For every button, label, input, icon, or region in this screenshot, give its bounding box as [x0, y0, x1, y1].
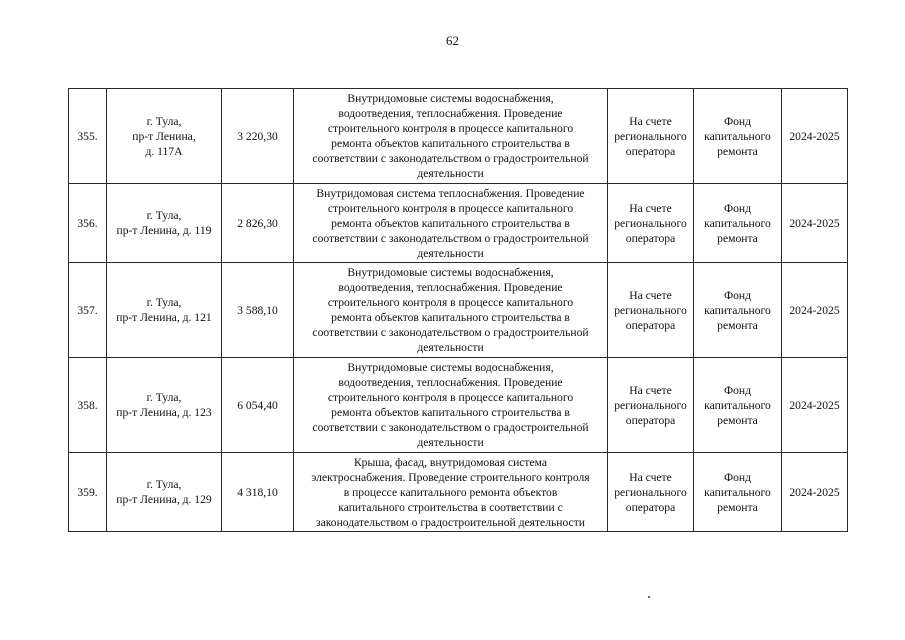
page-number: 62	[446, 33, 459, 48]
work-line: водоотведения, теплоснабжения. Проведение	[338, 376, 563, 389]
account-line: оператора	[625, 318, 676, 332]
address-line: пр-т Ленина, д. 121	[116, 311, 212, 324]
work-line: строительного контроля в процессе капитального	[327, 391, 574, 404]
address-cell	[107, 184, 222, 263]
period-cell: 2024-2025	[782, 263, 848, 358]
fund-line: ремонта	[717, 413, 758, 427]
fund-line: капитального	[704, 398, 771, 412]
cost-cell: 6 054,40	[222, 358, 294, 453]
work-line: водоотведения, теплоснабжения. Проведение	[338, 107, 563, 120]
table-row	[69, 453, 848, 532]
work-description-cell	[294, 453, 608, 532]
work-line: соответствии с законодательством о градостроительной	[312, 326, 589, 339]
cost-cell: 3 220,30	[222, 89, 294, 184]
table-row	[69, 263, 848, 358]
account-line: регионального	[614, 398, 687, 412]
funding-source-cell	[694, 184, 782, 263]
address-line: г. Тула,	[146, 114, 182, 128]
fund-line: Фонд	[723, 383, 752, 397]
account-line: На счете	[629, 114, 672, 128]
work-line: капитального строительства в соответствии с	[338, 500, 563, 514]
work-line: законодательством о градостроительной деятельности	[316, 515, 585, 529]
work-line: Внутридомовые системы водоснабжения,	[347, 361, 554, 374]
table-body	[69, 89, 848, 532]
period-cell: 2024-2025	[782, 453, 848, 532]
address-cell	[107, 89, 222, 184]
account-line: На счете	[629, 288, 672, 302]
period-cell: 2024-2025	[782, 89, 848, 184]
work-line: Внутридомовые системы водоснабжения,	[347, 266, 554, 279]
account-line: регионального	[614, 485, 687, 499]
account-cell	[608, 184, 694, 263]
fund-line: ремонта	[717, 144, 758, 158]
row-number: 359.	[69, 453, 107, 532]
work-line: соответствии с законодательством о градостроительной	[312, 231, 589, 245]
table-row	[69, 89, 848, 184]
address-line: д. 117А	[145, 144, 183, 158]
address-cell	[107, 263, 222, 358]
row-number: 357.	[69, 263, 107, 358]
account-line: оператора	[625, 500, 676, 514]
account-line: регионального	[614, 216, 687, 230]
address-cell	[107, 358, 222, 453]
work-line: электроснабжения. Проведение строительного контроля	[311, 470, 590, 484]
repair-program-table	[68, 88, 848, 532]
account-cell	[608, 453, 694, 532]
work-line: соответствии с законодательством о градостроительной	[312, 152, 589, 165]
account-cell	[608, 263, 694, 358]
work-line: ремонта объектов капитального строительства в	[331, 216, 570, 230]
work-line: водоотведения, теплоснабжения. Проведение	[338, 281, 563, 294]
work-line: строительного контроля в процессе капитального	[327, 201, 574, 215]
work-description-cell	[294, 89, 608, 184]
row-number: 355.	[69, 89, 107, 184]
work-line: Крыша, фасад, внутридомовая система	[353, 455, 548, 469]
account-line: оператора	[625, 144, 676, 158]
account-line: регионального	[614, 303, 687, 317]
account-line: На счете	[629, 201, 672, 215]
table-row	[69, 358, 848, 453]
work-line: соответствии с законодательством о градостроительной	[312, 421, 589, 434]
work-line: деятельности	[417, 341, 484, 354]
fund-line: ремонта	[717, 231, 758, 245]
work-line: ремонта объектов капитального строительства в	[331, 137, 570, 150]
work-line: ремонта объектов капитального строительства в	[331, 406, 570, 419]
address-cell	[107, 453, 222, 532]
account-line: На счете	[629, 383, 672, 397]
work-line: Внутридомовые системы водоснабжения,	[347, 92, 554, 105]
fund-line: капитального	[704, 485, 771, 499]
fund-line: капитального	[704, 303, 771, 317]
period-cell: 2024-2025	[782, 358, 848, 453]
fund-line: Фонд	[723, 288, 752, 302]
work-line: деятельности	[417, 246, 484, 260]
cost-cell: 2 826,30	[222, 184, 294, 263]
account-line: оператора	[625, 231, 676, 245]
fund-line: Фонд	[723, 470, 752, 484]
account-cell	[608, 89, 694, 184]
funding-source-cell	[694, 89, 782, 184]
work-description-cell	[294, 358, 608, 453]
funding-source-cell	[694, 358, 782, 453]
work-line: деятельности	[417, 167, 484, 180]
funding-source-cell	[694, 453, 782, 532]
cost-cell: 4 318,10	[222, 453, 294, 532]
table-row	[69, 184, 848, 263]
work-line: строительного контроля в процессе капитального	[327, 296, 574, 309]
account-line: На счете	[629, 470, 672, 484]
work-line: деятельности	[417, 436, 484, 449]
cost-cell: 3 588,10	[222, 263, 294, 358]
work-description-cell	[294, 263, 608, 358]
account-cell	[608, 358, 694, 453]
fund-line: капитального	[704, 129, 771, 143]
fund-line: Фонд	[723, 114, 752, 128]
address-line: пр-т Ленина, д. 119	[116, 224, 212, 237]
row-number: 356.	[69, 184, 107, 263]
address-line: г. Тула,	[146, 478, 182, 491]
account-line: регионального	[614, 129, 687, 143]
address-line: г. Тула,	[146, 296, 182, 309]
period-cell: 2024-2025	[782, 184, 848, 263]
fund-line: ремонта	[717, 318, 758, 332]
address-line: г. Тула,	[146, 209, 182, 222]
work-description-cell	[294, 184, 608, 263]
work-line: Внутридомовая система теплоснабжения. Проведение	[316, 186, 585, 200]
funding-source-cell	[694, 263, 782, 358]
address-line: пр-т Ленина, д. 129	[116, 493, 212, 506]
row-number: 358.	[69, 358, 107, 453]
fund-line: капитального	[704, 216, 771, 230]
address-line: г. Тула,	[146, 391, 182, 404]
scan-speck	[648, 596, 650, 598]
fund-line: ремонта	[717, 500, 758, 514]
work-line: в процессе капитального ремонта объектов	[343, 485, 558, 499]
address-line: пр-т Ленина,	[132, 129, 196, 143]
address-line: пр-т Ленина, д. 123	[116, 406, 212, 419]
work-line: строительного контроля в процессе капитального	[327, 122, 574, 135]
work-line: ремонта объектов капитального строительства в	[331, 311, 570, 324]
account-line: оператора	[625, 413, 676, 427]
fund-line: Фонд	[723, 201, 752, 215]
